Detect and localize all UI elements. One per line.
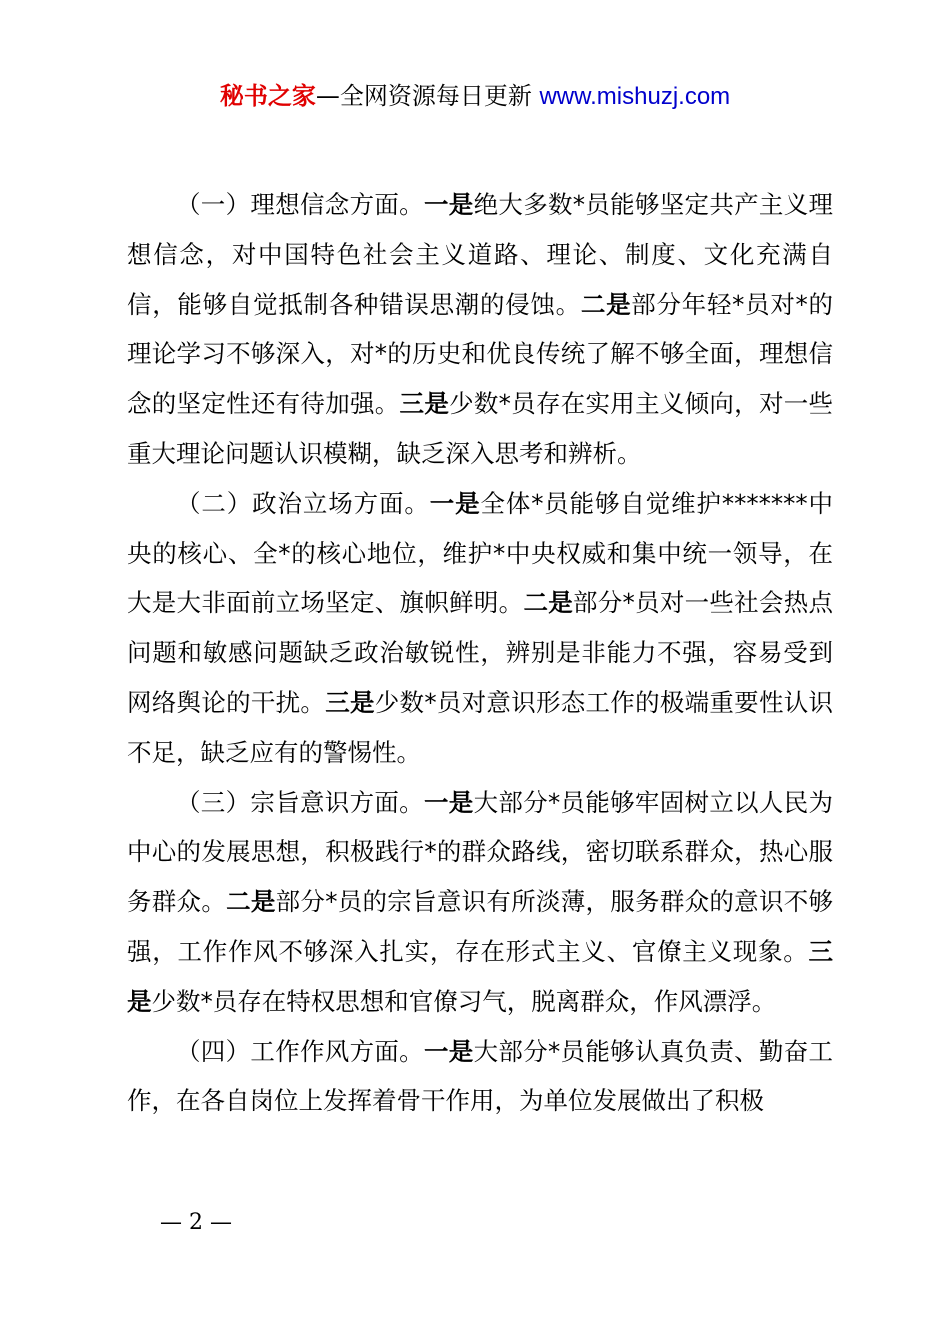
point-marker: 一是 [423,787,474,817]
point-text: 绝大多数*员能够坚定共产主义理想信念，对中国特色社会主义道路、理论、制度、文化充满自信，能够自觉抵制各种错误思潮的侵蚀。 [127,190,834,319]
point-text: 部分年轻*员对*的理论学习不够深入，对*的历史和优良传统了解不够全面，理想信念的坚定性还有待加强。 [127,289,834,419]
point-marker: 一是 [429,488,481,518]
paragraph-work-style [127,1027,833,1127]
paragraph-heading: （三）宗旨意识方面。 [176,787,424,817]
point-text: 大部分*员能够牢固树立以人民为中心的发展思想，积极践行*的群众路线，密切联系群众，热心服务群众。 [127,787,834,917]
point-text: 部分*员对一些社会热点问题和敏感问题缺乏政治敏锐性，辨别是非能力不强，容易受到网络舆论的干扰。 [127,588,834,717]
site-brand: 秘书之家 [219,82,316,110]
point-marker: 二是 [523,588,573,618]
paragraph-heading: （四）工作作风方面。 [176,1036,424,1066]
point-marker: 二是 [226,887,276,917]
paragraph-political-stance [127,479,833,778]
paragraph-heading: （一）理想信念方面。 [176,190,424,219]
paragraph-purpose [127,778,833,1027]
site-banner [0,80,950,113]
point-text: 少数*员存在实用主义倾向，对一些重大理论问题认识模糊，缺乏深入思考和辨析。 [127,389,834,468]
point-marker: 一是 [423,1036,474,1066]
point-marker: 三是 [399,389,450,419]
point-text: 部分*员的宗旨意识有所淡薄，服务群众的意识不够强，工作作风不够深入扎实，存在形式主义、官僚主义现象。 [127,887,834,966]
paragraph-ideals [127,180,833,479]
point-marker: 一是 [423,190,474,219]
paragraph-heading: （二）政治立场方面。 [176,488,430,518]
document-body [127,180,833,1126]
point-marker: 二是 [580,289,632,319]
point-text: 大部分*员能够认真负责、勤奋工作，在各自岗位上发挥着骨干作用，为单位发展做出了积极 [127,1036,834,1116]
point-marker: 三是 [325,687,375,717]
site-url-link[interactable]: www.mishuzj.com [539,83,731,110]
page-number: — 2 — [160,1210,232,1235]
point-text: 少数*员存在特权思想和官僚习气，脱离群众，作风漂浮。 [151,986,777,1016]
point-marker: 三是 [127,936,833,1016]
point-text: 少数*员对意识形态工作的极端重要性认识不足，缺乏应有的警惕性。 [127,687,834,767]
point-text: 全体*员能够自觉维护*******中央的核心、全*的核心地位，维护*中央权威和集中统一领导，在大是大非面前立场坚定、旗帜鲜明。 [127,488,834,618]
site-slogan: —全网资源每日更新 [315,82,540,110]
